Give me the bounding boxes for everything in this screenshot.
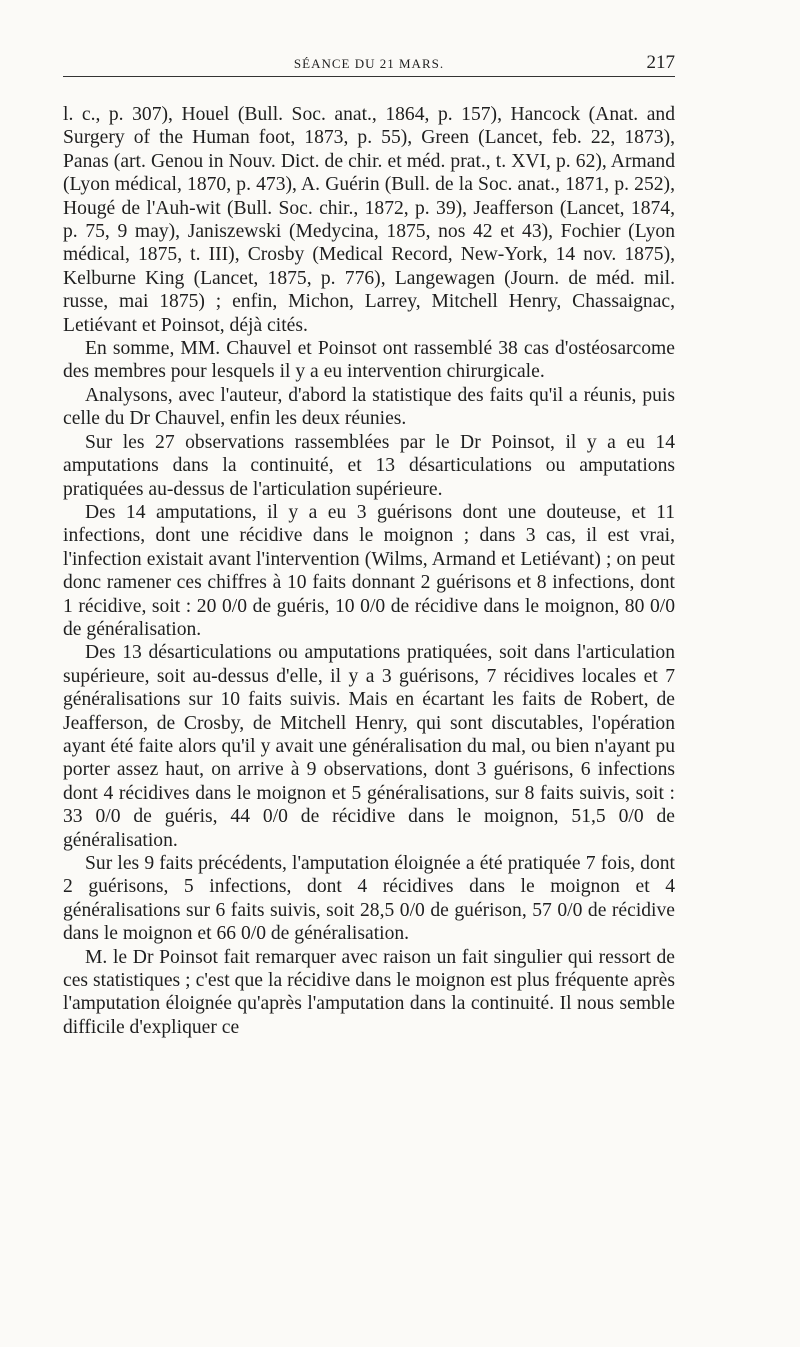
paragraph-observations: Sur les 27 observations rassemblées par le Dr Poinsot, il y a eu 14 amputations dans la continuité, et 13 désarticulations ou amputations pratiquées au-dessus de l'articulation supérieure. — [63, 431, 675, 500]
paragraph-amputations: Des 14 amputations, il y a eu 3 guérisons dont une douteuse, et 11 infections, dont une récidive dans le moignon ; dans 3 cas, il est vrai, l'infection existait avant l'intervention (Wilms, Armand et Letiévant) ; on peut donc ramener ces chiffres à 10 faits donnant 2 guérisons et 8 infections, dont 1 récidive, soit : 20 0/0 de guéris, 10 0/0 de récidive dans le moignon, 80 0/0 de généralisation. — [63, 501, 675, 640]
running-head-title: SÉANCE DU 21 MARS. — [293, 56, 445, 71]
paragraph-summary: En somme, MM. Chauvel et Poinsot ont rassemblé 38 cas d'ostéosarcome des membres pour lesquels il y a eu intervention chirurgicale. — [63, 338, 675, 383]
paragraph-analysis: Analysons, avec l'auteur, d'abord la statistique des faits qu'il a réunis, puis celle du Dr Chauvel, enfin les deux réunies. — [63, 384, 675, 430]
running-head — [63, 50, 675, 77]
paragraph-remark: M. le Dr Poinsot fait remarquer avec raison un fait singulier qui ressort de ces statistiques ; c'est que la récidive dans le moignon est plus fréquente après l'amputation éloignée qu'après l'amputation dans la continuité. Il nous semble difficile d'expliquer ce — [63, 946, 675, 1038]
paragraph-disarticulations: Des 13 désarticulations ou amputations pratiquées, soit dans l'articulation supérieure, soit au-dessus d'elle, il y a 3 guérisons, 7 récidives locales et 7 généralisations sur 10 faits suivis. Mais en écartant les faits de Robert, de Jeafferson, de Crosby, de Mitchell Henry, qui sont discutables, l'opération ayant été faite alors qu'il y avait une généralisation du mal, ou bien n'ayant pu porter assez haut, on arrive à 9 observations, dont 3 guérisons, 6 infections dont 4 récidives dans le moignon et 5 généralisations, sur 8 faits suivis, soit : 33 0/0 de guéris, 44 0/0 de récidive dans le moignon, 51,5 0/0 de généralisation. — [63, 642, 675, 851]
page-number: 217 — [646, 52, 675, 73]
body-text — [63, 103, 675, 1039]
paragraph-references: l. c., p. 307), Houel (Bull. Soc. anat., 1864, p. 157), Hancock (Anat. and Surgery of the Human foot, 1873, p. 55), Green (Lancet, feb. 22, 1873), Panas (art. Genou in Nouv. Dict. de chir. et méd. prat., t. XVI, p. 62), Armand (Lyon médical, 1870, p. 473), A. Guérin (Bull. de la Soc. anat., 1871, p. 252), Hougé de l'Auh-wit (Bull. Soc. chir., 1872, p. 39), Jeafferson (Lancet, 1874, p. 75, 9 may), Janiszewski (Medycina, 1875, nos 42 et 43), Fochier (Lyon médical, 1875, t. III), Crosby (Medical Record, New-York, 14 nov. 1875), Kelburne King (Lancet, 1875, p. 776), Langewagen (Journ. de méd. mil. russe, mai 1875) ; enfin, Michon, Larrey, Mitchell Henry, Chassaignac, Letiévant et Poinsot, déjà cités. — [63, 104, 675, 336]
paragraph-distant-amputation: Sur les 9 faits précédents, l'amputation éloignée a été pratiquée 7 fois, dont 2 guérisons, 5 infections, dont 4 récidives dans le moignon et 4 généralisations sur 6 faits suivis, soit 28,5 0/0 de guérison, 57 0/0 de récidive dans le moignon et 66 0/0 de généralisation. — [63, 853, 675, 945]
